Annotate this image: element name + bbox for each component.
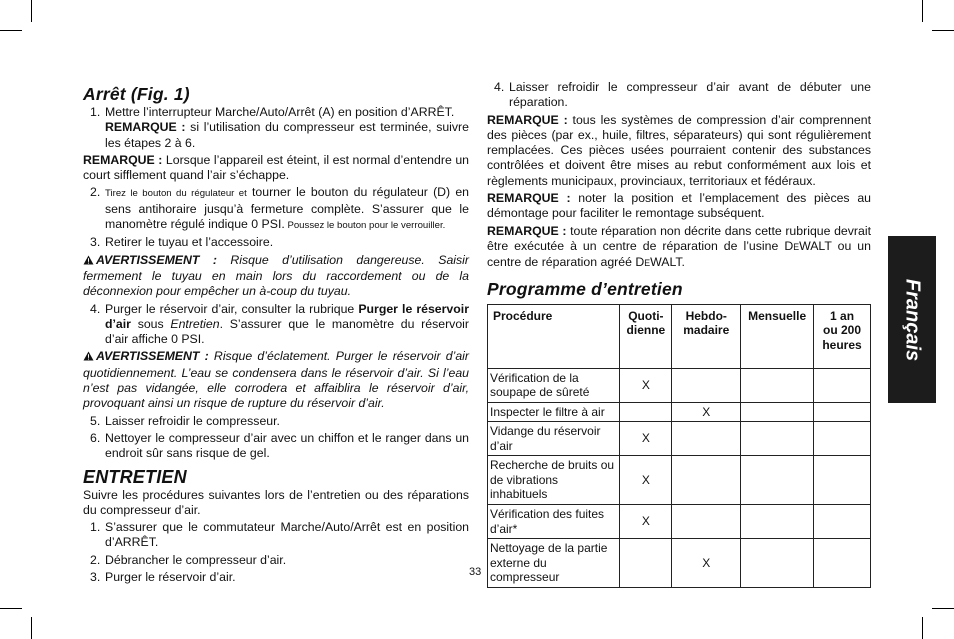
- brand-small-cap: E: [793, 241, 800, 252]
- list-number: 2.: [90, 552, 101, 567]
- schedule-mark-cell: [672, 368, 741, 402]
- schedule-mark-cell: [741, 539, 814, 588]
- list-text: Mettre l’interrupteur Marche/Auto/Arrêt (A) en position d’ARRÊT.: [105, 105, 455, 119]
- list-small-text: Tirez le bouton du régulateur et: [105, 188, 247, 200]
- list-item: [83, 302, 469, 348]
- note-label: REMARQUE :: [83, 152, 163, 167]
- schedule-mark-cell: [672, 422, 741, 456]
- maintenance-table: [487, 304, 871, 588]
- warning-triangle-icon: [83, 350, 94, 365]
- list-number: 4.: [90, 301, 101, 316]
- note-paragraph: [83, 153, 469, 184]
- list-item: [83, 520, 469, 551]
- list-text: Nettoyer le compresseur d’air avec un chiffon et le ranger dans un endroit sûr sans risque de gel.: [105, 430, 469, 461]
- schedule-mark-cell: [672, 456, 741, 505]
- note-label: REMARQUE :: [487, 191, 571, 206]
- list-text: Laisser refroidir le compresseur d’air avant de débuter une réparation.: [509, 80, 871, 110]
- note-label: REMARQUE :: [487, 223, 567, 238]
- schedule-mark-cell: X: [672, 402, 741, 422]
- list-item: [83, 414, 469, 429]
- schedule-mark-cell: [814, 505, 871, 539]
- note-text: noter la position et l’emplacement des pièces au démontage pour faciliter le remontage subséquent.: [487, 191, 871, 221]
- list-text: Purger le réservoir d’air, consulter la rubrique: [105, 301, 359, 316]
- list-item: [83, 105, 469, 151]
- list-item: [83, 570, 469, 585]
- list-number: 3.: [90, 235, 101, 250]
- section-heading-arret: Arrêt (Fig. 1): [83, 84, 190, 104]
- procedure-cell: Recherche de bruits ou de vibrations inhabituels: [488, 456, 620, 505]
- table-row: [488, 505, 871, 539]
- list-item: [83, 553, 469, 568]
- list-small-text: Poussez le bouton pour le verrouiller.: [284, 220, 446, 232]
- table-row: [488, 422, 871, 456]
- list-item: [83, 235, 469, 250]
- schedule-mark-cell: [620, 539, 672, 588]
- list-text: Purger le réservoir d’air.: [105, 570, 236, 585]
- warning-triangle-icon: [83, 254, 94, 269]
- schedule-mark-cell: [741, 456, 814, 505]
- table-body: [488, 368, 871, 587]
- list-text: Laisser refroidir le compresseur.: [105, 413, 280, 428]
- warning-paragraph: [83, 349, 469, 411]
- procedure-cell: Nettoyage de la partie externe du compresseur: [488, 539, 620, 588]
- table-header-row: [488, 304, 871, 368]
- procedure-cell: Vidange du réservoir d’air: [488, 422, 620, 456]
- table-header-cell: Mensuelle: [741, 304, 814, 368]
- warning-paragraph: [83, 253, 469, 300]
- note-text: Lorsque l’appareil est éteint, il est normal d’entendre un court sifflement quand l’air s’échappe.: [83, 152, 469, 183]
- schedule-mark-cell: [620, 402, 672, 422]
- list-text: S’assurer que le commutateur Marche/Auto/Arrêt est en position d’ARRÊT.: [105, 520, 469, 550]
- schedule-mark-cell: X: [672, 539, 741, 588]
- table-header-cell: Procédure: [488, 304, 620, 368]
- warning-label: AVERTISSEMENT :: [96, 252, 217, 267]
- table-header-cell: Hebdo- madaire: [672, 304, 741, 368]
- list-number: 1.: [90, 520, 101, 535]
- list-number: 4.: [494, 80, 505, 94]
- list-number: 1.: [90, 105, 101, 119]
- section-heading-entretien: ENTRETIEN: [83, 466, 187, 487]
- table-header-cell: Quoti- dienne: [620, 304, 672, 368]
- schedule-mark-cell: X: [620, 456, 672, 505]
- list-number: 5.: [90, 413, 101, 428]
- schedule-mark-cell: [814, 368, 871, 402]
- warning-text: Risque d’utilisation dangereuse. Saisir fermement le tuyau en main lors du raccordement ou de la déconnexion pour empêcher un à-coup du tuyau.: [83, 252, 469, 299]
- note-label: REMARQUE :: [105, 120, 186, 135]
- procedure-cell: Vérification de la soupape de sûreté: [488, 368, 620, 402]
- list-number: 6.: [90, 430, 101, 445]
- table-row: [488, 456, 871, 505]
- crop-mark: [932, 30, 954, 31]
- procedure-cell: Vérification des fuites d’air*: [488, 505, 620, 539]
- schedule-mark-cell: X: [620, 422, 672, 456]
- list-item: [83, 431, 469, 462]
- schedule-mark-cell: X: [620, 505, 672, 539]
- crop-mark: [0, 30, 22, 31]
- crop-mark: [31, 617, 32, 639]
- note-text: si l’utilisation du compresseur est terminée, suivre les étapes 2 à 6.: [105, 120, 469, 150]
- table-header-cell: 1 an ou 200 heures: [814, 304, 871, 368]
- brand-small-cap: E: [644, 258, 651, 269]
- section-heading-programme: Programme d’entretien: [487, 278, 683, 299]
- list-number: 2.: [90, 185, 101, 200]
- list-item: [83, 185, 469, 233]
- crop-mark: [922, 617, 923, 639]
- schedule-mark-cell: [741, 505, 814, 539]
- note-paragraph: [487, 191, 871, 222]
- list-text: Retirer le tuyau et l’accessoire.: [105, 235, 274, 250]
- note-text: WALT.: [650, 255, 685, 270]
- language-tab: [888, 236, 936, 403]
- list-text: tourner le bouton du régulateur (D) en sens antihoraire jusqu’à fermeture complète. S’assurer que le manomètre régulé indique 0 PSI.: [105, 185, 469, 232]
- intro-paragraph: Suivre les procédures suivantes lors de l’entretien ou des réparations du compresseur d’air.: [83, 487, 469, 517]
- list-text: sous: [130, 316, 171, 331]
- list-bold-text: Purger le réservoir d’air: [105, 301, 469, 331]
- note-label: REMARQUE :: [487, 112, 568, 127]
- schedule-mark-cell: X: [620, 368, 672, 402]
- note-text: toute réparation non décrite dans cette rubrique devrait être exécutée à un centre de réparation de l’usine D: [487, 223, 871, 253]
- table-row: [488, 368, 871, 402]
- page-number: 33: [469, 566, 482, 578]
- note-paragraph: [487, 224, 871, 272]
- list-text: . S’assurer que le manomètre du réservoir d’air affiche 0 PSI.: [105, 316, 469, 347]
- list-italic-text: Entretien: [170, 316, 220, 331]
- schedule-mark-cell: [741, 368, 814, 402]
- note-paragraph: [487, 113, 871, 189]
- language-tab-label: Français: [901, 278, 924, 361]
- list-text: Débrancher le compresseur d’air.: [105, 552, 287, 567]
- schedule-mark-cell: [814, 456, 871, 505]
- crop-mark: [31, 0, 32, 22]
- schedule-mark-cell: [741, 402, 814, 422]
- crop-mark: [0, 608, 22, 609]
- list-number: 3.: [90, 570, 101, 585]
- table-row: [488, 402, 871, 422]
- right-column: [487, 80, 871, 588]
- crop-mark: [932, 608, 954, 609]
- left-column: [83, 83, 469, 587]
- schedule-mark-cell: [814, 539, 871, 588]
- note-text: tous les systèmes de compression d’air comprennent des pièces (par ex., huile, filtres, séparateurs) qui sont régulièrement remplacées. Ces pièces usées pourraient contenir des substances contrôlées et doivent être mises au rebut conformément aux lois et règlements municipaux, provinciaux, territoriaux et fédéraux.: [487, 112, 871, 188]
- warning-text: Risque d’éclatement. Purger le réservoir d’air quotidiennement. L’eau se condensera dans le réservoir d’air. Si l’eau n’est pas vidangée, elle corrodera et affaiblira le réservoir d’air, provoquant ainsi un risque de rupture du réservoir d’air.: [83, 349, 469, 411]
- schedule-mark-cell: [741, 422, 814, 456]
- crop-mark: [922, 0, 923, 22]
- table-row: [488, 539, 871, 588]
- schedule-mark-cell: [672, 505, 741, 539]
- schedule-mark-cell: [814, 422, 871, 456]
- warning-label: AVERTISSEMENT :: [96, 349, 209, 364]
- list-item: [487, 80, 871, 111]
- schedule-mark-cell: [814, 402, 871, 422]
- procedure-cell: Inspecter le filtre à air: [488, 402, 620, 422]
- note-text: WALT ou un centre de réparation agréé D: [487, 238, 871, 270]
